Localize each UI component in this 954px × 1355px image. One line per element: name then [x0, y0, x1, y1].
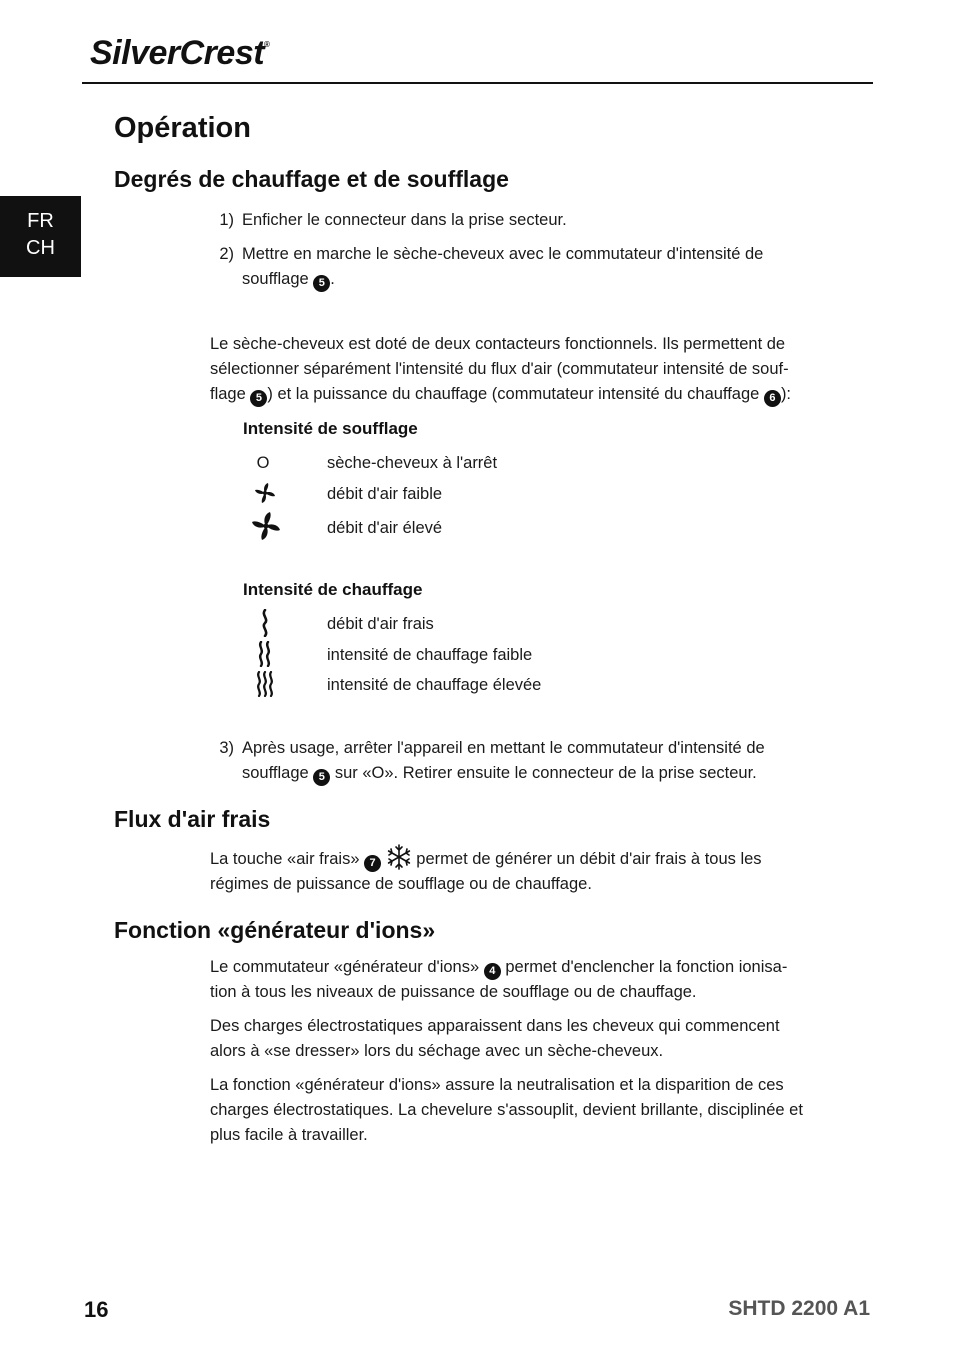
- ion-p3-line2: charges électrostatiques. La chevelure s'assouplit, devient brillante, disciplinée et: [210, 1101, 803, 1119]
- step-2-line1: Mettre en marche le sèche-cheveux avec le commutateur d'intensité de: [242, 245, 764, 263]
- ion-p3-line3: plus facile à travailler.: [210, 1126, 368, 1144]
- airflow-off-label: sèche-cheveux à l'arrêt: [327, 454, 498, 472]
- intro-line1: Le sèche-cheveux est doté de deux contacteurs fonctionnels. Ils permettent de: [210, 335, 786, 353]
- fan-high-icon: [250, 510, 282, 542]
- heat-heading: Intensité de chauffage: [243, 580, 423, 599]
- cool-air-line1: La touche «air frais» 7 permet de générer un débit d'air frais à tous les: [210, 844, 860, 872]
- step-3-line1: Après usage, arrêter l'appareil en mettant le commutateur d'intensité de: [242, 739, 765, 757]
- ref-badge-6: 6: [764, 390, 781, 407]
- ion-paragraph-1: [210, 955, 860, 1005]
- ion-p1-line1: Le commutateur «générateur d'ions» 4 permet d'enclencher la fonction ionisa-: [210, 955, 860, 980]
- brand-logo: SilverCrest®: [90, 34, 270, 72]
- language-tab: [0, 196, 81, 277]
- heat-1-wave-icon: [257, 609, 273, 637]
- section-heading-ion: Fonction «générateur d'ions»: [114, 917, 436, 943]
- ion-p1-line2: tion à tous les niveaux de puissance de soufflage ou de chauffage.: [210, 983, 697, 1001]
- page-title: Opération: [114, 112, 251, 144]
- heat-2-label: intensité de chauffage faible: [327, 646, 533, 664]
- ref-badge-4: 4: [484, 963, 501, 980]
- language-tab-line1: FR: [27, 210, 54, 232]
- section-heading-levels: Degrés de chauffage et de soufflage: [114, 166, 509, 192]
- intro-paragraph: [210, 332, 860, 407]
- airflow-heading: Intensité de soufflage: [243, 419, 418, 438]
- ref-badge-7: 7: [364, 855, 381, 872]
- ref-badge-5: 5: [313, 769, 330, 786]
- fan-low-icon: [253, 481, 277, 505]
- airflow-low-label: débit d'air faible: [327, 485, 443, 503]
- model-number: SHTD 2200 A1: [728, 1297, 870, 1320]
- heat-2-wave-icon: [255, 641, 275, 667]
- step-1-number: 1): [219, 211, 234, 229]
- step-3-line2: soufflage 5 sur «O». Retirer ensuite le connecteur de la prise secteur.: [242, 761, 757, 786]
- step-2-line2: soufflage 5 .: [242, 267, 335, 292]
- ion-p3-line1: La fonction «générateur d'ions» assure la neutralisation et la disparition de ces: [210, 1076, 784, 1094]
- ion-p2-line2: alors à «se dresser» lors du séchage avec un sèche-cheveux.: [210, 1042, 664, 1060]
- cool-air-paragraph: [210, 844, 860, 897]
- heat-1-label: débit d'air frais: [327, 615, 434, 633]
- ion-paragraph-2: [210, 1014, 860, 1064]
- ref-badge-5: 5: [250, 390, 267, 407]
- airflow-high-label: débit d'air élevé: [327, 519, 443, 537]
- header-rule: [82, 82, 873, 84]
- heat-3-label: intensité de chauffage élevée: [327, 676, 542, 694]
- off-symbol: O: [256, 454, 270, 472]
- heat-3-wave-icon: [254, 671, 278, 697]
- section-heading-cool-air: Flux d'air frais: [114, 806, 271, 832]
- step-3-number: 3): [219, 739, 234, 757]
- ion-paragraph-3: [210, 1073, 860, 1148]
- intro-line2: sélectionner séparément l'intensité du flux d'air (commutateur intensité de souf-: [210, 360, 789, 378]
- step-2-number: 2): [219, 245, 234, 263]
- cool-air-line2: régimes de puissance de soufflage ou de chauffage.: [210, 875, 592, 893]
- intro-line3: flage 5 ) et la puissance du chauffage (commutateur intensité du chauffage 6 ):: [210, 382, 860, 407]
- language-tab-line2: CH: [26, 237, 55, 259]
- ref-badge-5: 5: [313, 275, 330, 292]
- snowflake-icon: [386, 844, 412, 870]
- page-number: 16: [84, 1297, 109, 1322]
- ion-p2-line1: Des charges électrostatiques apparaissent dans les cheveux qui commencent: [210, 1017, 780, 1035]
- step-1-text: Enficher le connecteur dans la prise secteur.: [242, 211, 567, 229]
